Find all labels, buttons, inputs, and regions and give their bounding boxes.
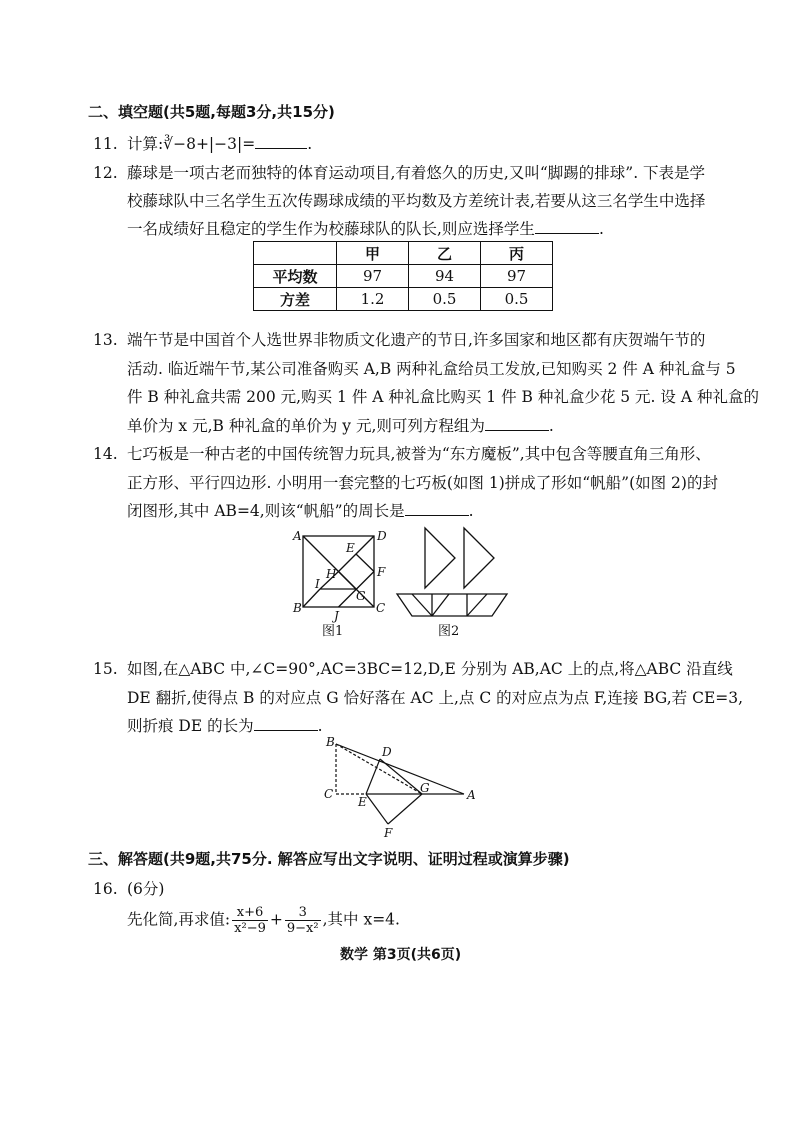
question-13-line-4 xyxy=(127,414,554,436)
table-row-label: 平均数 xyxy=(254,265,337,288)
answer-blank xyxy=(485,416,549,431)
answer-blank xyxy=(535,219,599,234)
tangram-figure-2-sailboat xyxy=(392,522,512,643)
question-text: 单价为 x 元,B 种礼盒的单价为 y 元,则可列方程组为 xyxy=(127,417,485,435)
triangle-fold-figure xyxy=(318,736,488,844)
question-text: ,其中 x=4. xyxy=(322,910,400,929)
table-header-row xyxy=(254,242,553,265)
tangram-line xyxy=(339,572,357,590)
punctuation: . xyxy=(468,502,474,520)
label-J: J xyxy=(334,609,339,623)
table-header-cell: 乙 xyxy=(409,242,481,265)
label-E: E xyxy=(346,541,355,555)
page-footer: 数学 第3页(共6页) xyxy=(340,947,462,963)
segment-DG xyxy=(380,759,422,794)
section-heading-fill-in: 二、填空题(共5题,每题3分,共15分) xyxy=(88,103,335,121)
punctuation: . xyxy=(307,135,313,153)
label-C: C xyxy=(376,601,386,615)
segment-BA xyxy=(336,744,464,794)
table-row xyxy=(254,265,553,288)
table-cell: 94 xyxy=(409,265,481,288)
table-cell: 0.5 xyxy=(409,288,481,311)
answer-blank xyxy=(254,716,318,731)
segment-BG-dashed xyxy=(336,744,422,794)
question-13-line-2: 活动. 临近端午节,某公司准备购买 A,B 两种礼盒给员工发放,已知购买 2 件 A 种礼盒与 5 xyxy=(127,360,736,378)
fraction-1 xyxy=(232,905,268,936)
tangram-line xyxy=(303,589,320,607)
question-text: 一名成绩好且稳定的学生作为校藤球队的队长,则应选择学生 xyxy=(127,220,535,238)
figure-caption: 图2 xyxy=(438,624,460,639)
table-cell: 97 xyxy=(481,265,553,288)
label-B: B xyxy=(326,736,335,749)
label-C: C xyxy=(324,787,334,801)
label-B: B xyxy=(293,601,302,615)
question-16-expression xyxy=(127,905,400,936)
question-13-line-3: 件 B 种礼盒共需 200 元,购买 1 件 A 种礼盒比购买 1 件 B 种礼盒少花 5 元. 设 A 种礼盒的 xyxy=(127,388,759,406)
fraction-numerator: 3 xyxy=(285,905,321,921)
segment-EF xyxy=(366,794,388,824)
table-cell: 97 xyxy=(337,265,409,288)
label-G: G xyxy=(356,589,366,603)
question-text: 先化简,再求值: xyxy=(127,910,231,929)
table-row xyxy=(254,288,553,311)
fraction-2 xyxy=(285,905,321,936)
question-14-line-1 xyxy=(93,442,711,464)
question-14-line-3 xyxy=(127,499,474,521)
label-D: D xyxy=(377,529,387,543)
question-text: 藤球是一项古老而独特的体育运动项目,有着悠久的历史,又叫“脚踢的排球”. 下表是学 xyxy=(127,164,706,182)
table-cell: 1.2 xyxy=(337,288,409,311)
label-A: A xyxy=(467,788,476,802)
question-points: (6分) xyxy=(127,880,165,898)
question-text: 闭图形,其中 AB=4,则该“帆船”的周长是 xyxy=(127,502,405,520)
punctuation: . xyxy=(598,220,604,238)
sail-triangle-right xyxy=(464,528,494,588)
question-number: 12. xyxy=(93,164,118,182)
question-text: 七巧板是一种古老的中国传统智力玩具,被誉为“东方魔板”,其中包含等腰直角三角形、 xyxy=(127,445,711,463)
question-text: 端午节是中国首个人选世界非物质文化遗产的节日,许多国家和地区都有庆贺端午节的 xyxy=(127,331,706,349)
question-14-line-2: 正方形、平行四边形. 小明用一套完整的七巧板(如图 1)拼成了形如“帆船”(如图 2)的封 xyxy=(127,474,718,492)
question-12-line-1 xyxy=(93,161,705,183)
question-number: 14. xyxy=(93,445,118,463)
question-text: 如图,在△ABC 中,∠C=90°,AC=3BC=12,D,E 分别为 AB,AC 上的点,将△ABC 沿直线 xyxy=(127,660,733,678)
tangram-figure-1 xyxy=(290,528,390,643)
fraction-denominator: 9−x² xyxy=(286,921,319,936)
table-header-cell: 甲 xyxy=(337,242,409,265)
label-F: F xyxy=(384,826,393,840)
question-15-line-3 xyxy=(127,714,323,736)
question-12-line-2: 校藤球队中三名学生五次传踢球成绩的平均数及方差统计表,若要从这三名学生中选择 xyxy=(127,192,706,210)
question-11 xyxy=(93,132,312,154)
label-G: G xyxy=(420,781,430,795)
question-16-header xyxy=(93,877,164,899)
table-row-label: 方差 xyxy=(254,288,337,311)
question-text: 则折痕 DE 的长为 xyxy=(127,717,254,735)
segment-ED xyxy=(366,759,380,794)
tangram-line xyxy=(356,554,374,572)
label-A: A xyxy=(293,529,302,543)
question-number: 11. xyxy=(93,135,118,153)
hull-outline xyxy=(397,594,507,616)
segment-FG xyxy=(388,794,422,824)
plus-sign: + xyxy=(269,910,283,929)
label-F: F xyxy=(377,565,386,579)
question-number: 16. xyxy=(93,880,118,898)
question-15-line-2: DE 翻折,使得点 B 的对应点 G 恰好落在 AC 上,点 C 的对应点为点 F,连接 BG,若 CE=3, xyxy=(127,689,744,707)
question-number: 13. xyxy=(93,331,118,349)
question-number: 15. xyxy=(93,660,118,678)
label-H: H xyxy=(326,567,337,581)
question-text: 计算:∛−8+|−3|= xyxy=(127,135,256,153)
punctuation: . xyxy=(317,717,323,735)
punctuation: . xyxy=(548,417,554,435)
question-12-line-3 xyxy=(127,217,604,239)
table-header-cell xyxy=(254,242,337,265)
fraction-numerator: x+6 xyxy=(232,905,268,921)
label-I: I xyxy=(315,577,320,591)
figure-caption: 图1 xyxy=(322,624,344,639)
hull-line xyxy=(467,594,487,616)
answer-blank xyxy=(255,134,307,149)
section-heading-solve: 三、解答题(共9题,共75分. 解答应写出文字说明、证明过程或演算步骤) xyxy=(88,850,570,868)
answer-blank xyxy=(405,501,469,516)
hull-line xyxy=(412,594,432,616)
label-D: D xyxy=(382,745,392,759)
question-13-line-1 xyxy=(93,328,705,350)
table-cell: 0.5 xyxy=(481,288,553,311)
table-header-cell: 丙 xyxy=(481,242,553,265)
fraction-denominator: x²−9 xyxy=(234,921,266,936)
hull-line xyxy=(432,594,449,616)
sail-triangle-left xyxy=(425,528,455,588)
score-table xyxy=(253,241,553,311)
question-15-line-1 xyxy=(93,657,733,679)
label-E: E xyxy=(358,795,367,809)
